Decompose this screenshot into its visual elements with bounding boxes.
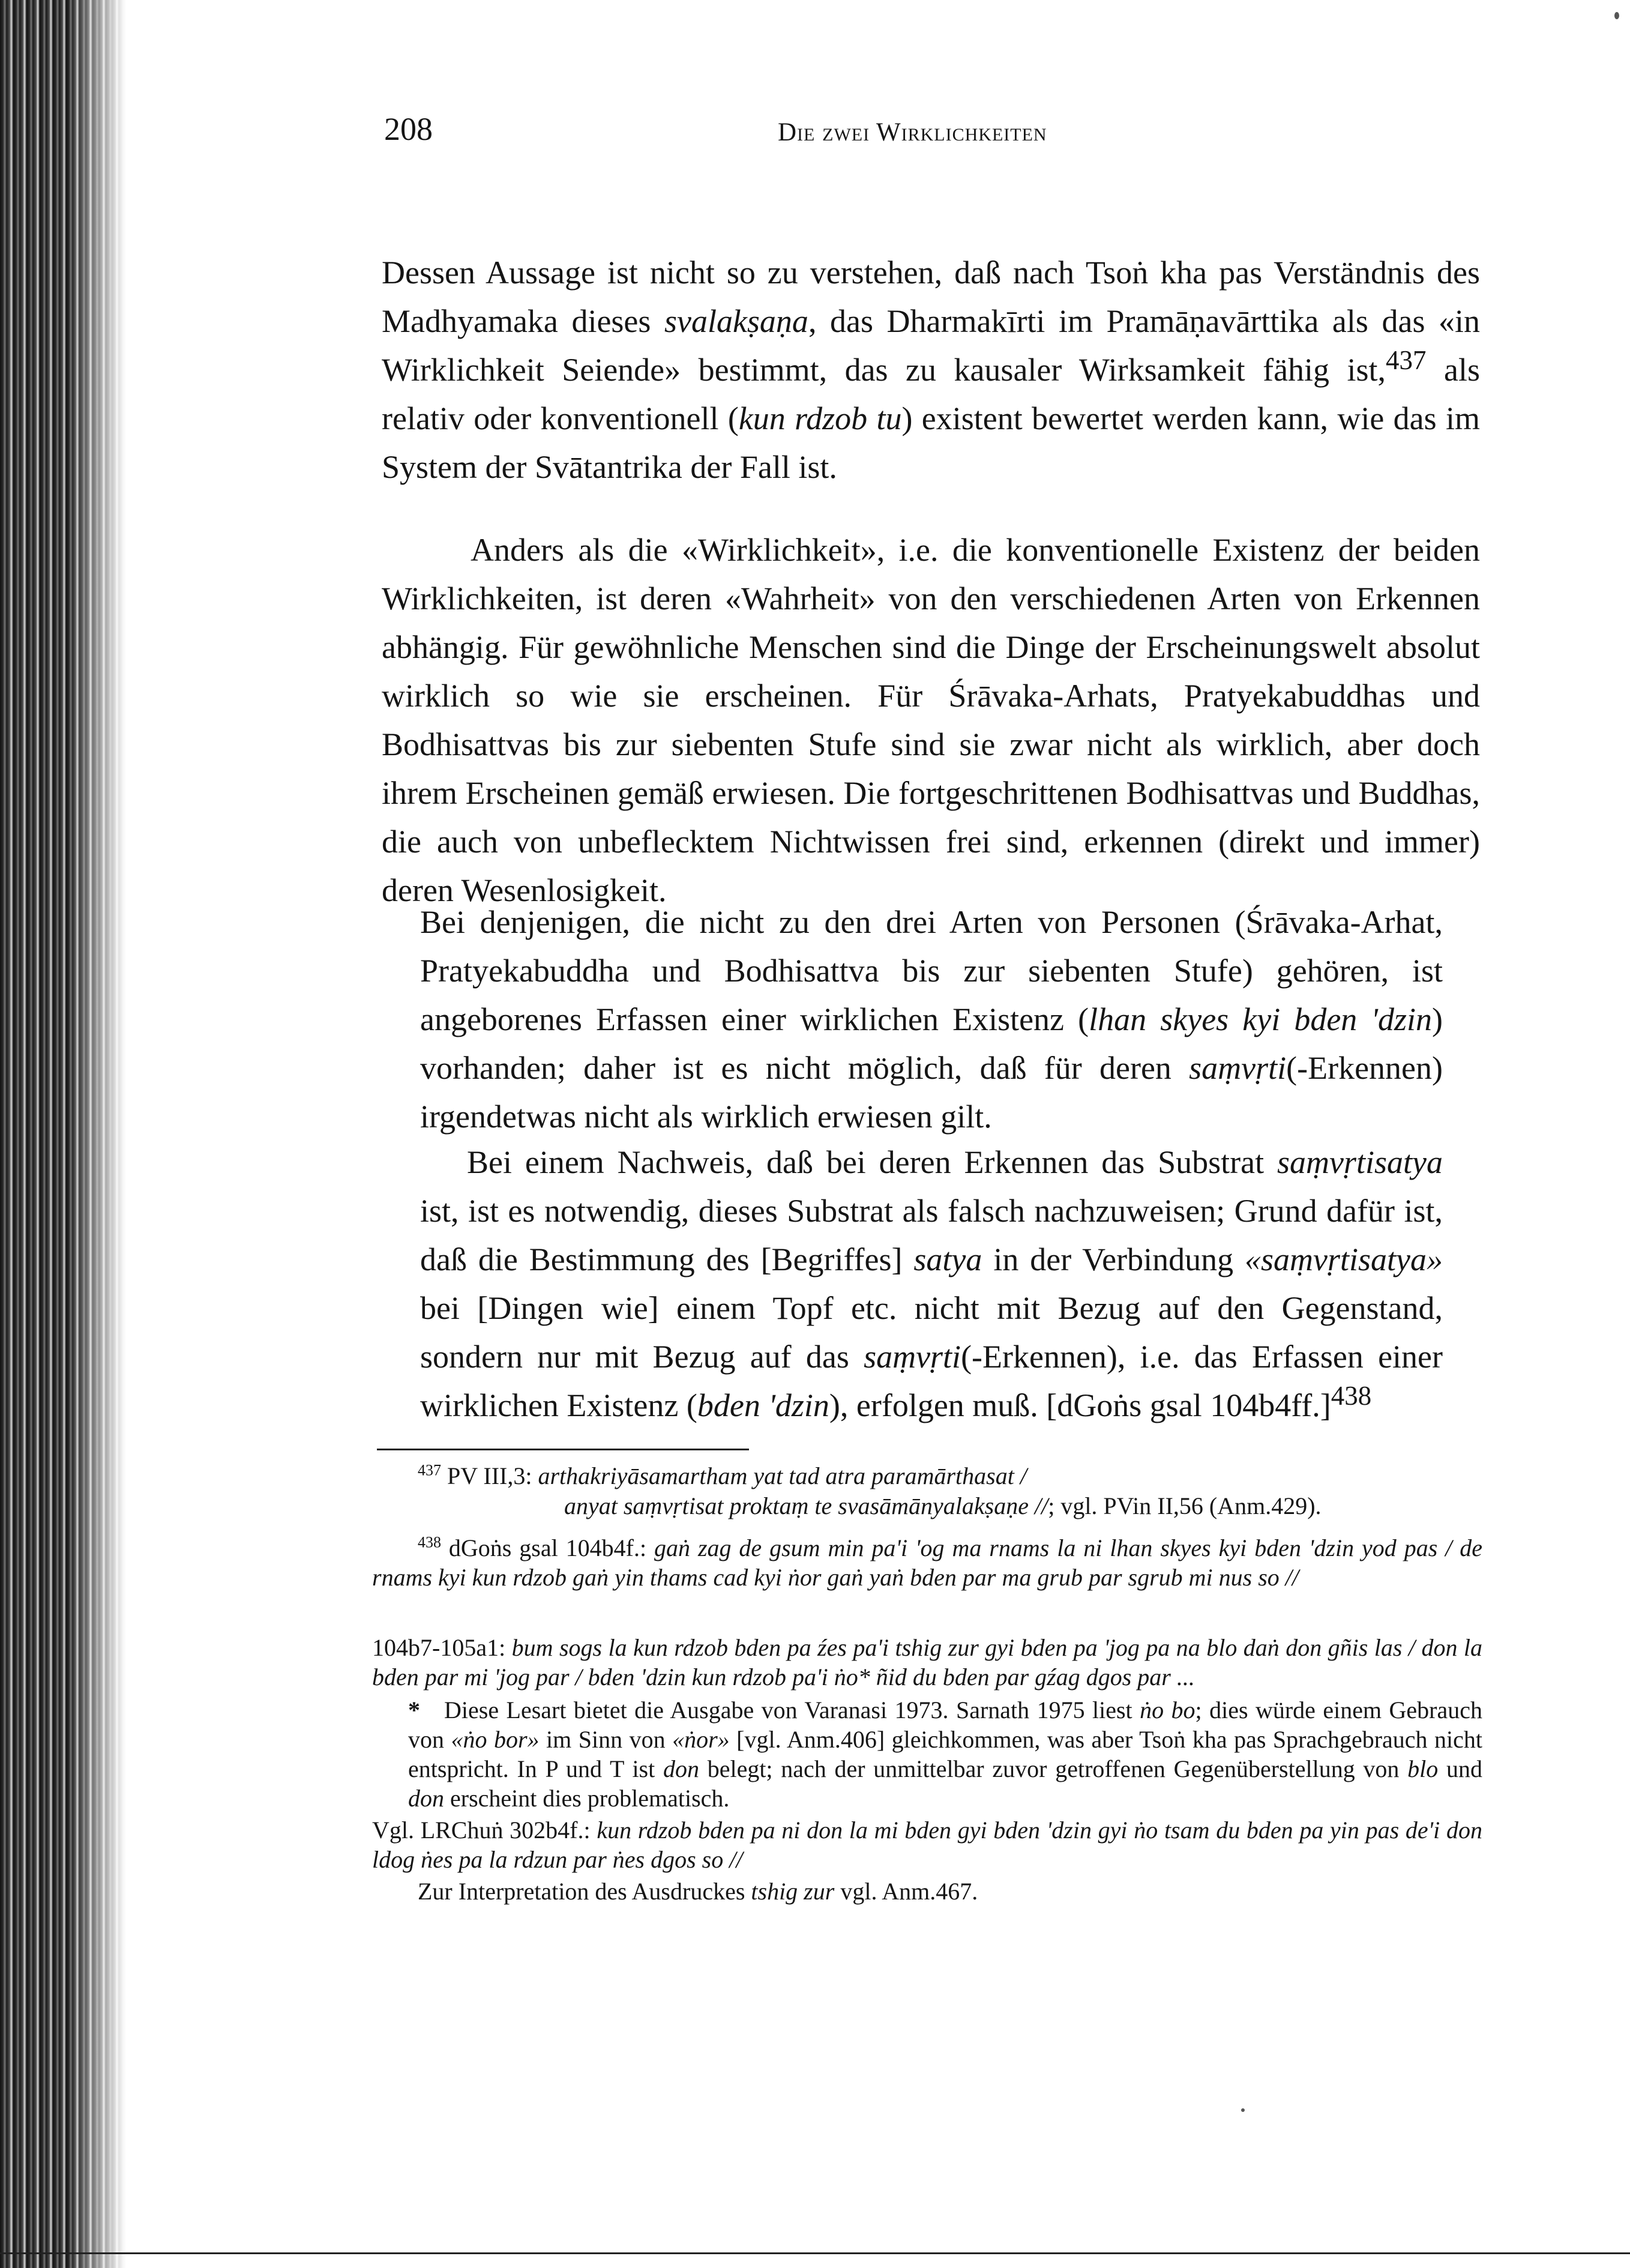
- text-run: als relativ oder konventionell (: [382, 352, 1480, 436]
- tibetan-quote: bum sogs la kun rdzob bden pa źes pa'i tshig zur gyi bden pa 'jog pa na blo daṅ don gñis las / don la bden par mi 'jog par / bden 'dzin kun rdzob pa'i ṅo* ñid du bden par gźag dgos par ...: [372, 1634, 1483, 1690]
- text-run: PV III,3:: [441, 1462, 538, 1489]
- term: «ṅo bor»: [451, 1726, 540, 1753]
- term: ṅo bo: [1140, 1696, 1195, 1724]
- text-run: ) existent bewertet werden kann, wie das im System der Svātantrika der Fall ist.: [382, 400, 1480, 485]
- text-run: 104b7-105a1:: [372, 1634, 512, 1661]
- verse-line: arthakriyāsamartham yat tad atra paramārthasat /: [538, 1462, 1027, 1489]
- text-run: Vgl. LRChuṅ 302b4f.:: [372, 1817, 597, 1844]
- footnote-separator: [377, 1449, 749, 1450]
- text-run: im Sinn von: [539, 1726, 673, 1753]
- text-run: bei [Dingen wie] einem Topf etc. nicht mit Bezug auf den Gegenstand, sondern nur mit Bezug auf das: [420, 1290, 1443, 1375]
- footnote-ref-437[interactable]: 437: [1386, 345, 1427, 375]
- text-run: Zur Interpretation des Ausdruckes: [418, 1878, 751, 1905]
- text-run: Bei denjenigen, die nicht zu den drei Arten von Personen (Śrāvaka-Arhat, Pratyekabuddha und Bodhisattva bis zur siebenten Stufe) gehören, ist angeborenes Erfassen einer wirklichen Existenz (: [420, 904, 1443, 1037]
- text-run: Dessen Aussage ist nicht so zu verstehen, daß nach Tsoṅ kha pas Verständnis des Madhyamaka dieses: [382, 255, 1480, 339]
- text-run: in der Verbindung: [982, 1241, 1245, 1277]
- text-run: und: [1438, 1755, 1483, 1782]
- footnote-438: [372, 1533, 1482, 1592]
- quote-paragraph-2: [420, 1138, 1443, 1430]
- footnote-number: 437: [418, 1461, 441, 1479]
- text-run: ; vgl. PVin II,56 (Anm.429).: [1048, 1492, 1322, 1519]
- footnote-ref-438[interactable]: 438: [1331, 1381, 1372, 1411]
- asterisk-mark: *: [408, 1696, 420, 1724]
- term: «saṃvṛtisatya»: [1245, 1241, 1443, 1277]
- text-run: belegt; nach der unmittelbar zuvor getroffenen Gegenüberstellung von: [699, 1755, 1408, 1782]
- footnote-438-star-note: [408, 1695, 1482, 1813]
- text-run: Diese Lesart bietet die Ausgabe von Varanasi 1973. Sarnath 1975 liest: [444, 1696, 1140, 1724]
- term: saṃvṛtisatya: [1277, 1144, 1443, 1180]
- text-run: dGoṅs gsal 104b4f.:: [441, 1534, 655, 1561]
- text-run: ) vorhanden; daher ist es nicht möglich, daß für deren: [420, 1001, 1443, 1086]
- scan-speck: [1614, 12, 1619, 19]
- text-run: erscheint dies problematisch.: [444, 1785, 730, 1812]
- text-run: (-Erkennen), i.e. das Erfassen einer wirklichen Existenz (: [420, 1339, 1443, 1423]
- page-number: 208: [384, 111, 433, 147]
- scan-binding-shadow: [0, 0, 126, 2268]
- footnote-437: [372, 1461, 1482, 1491]
- text-run: vgl. Anm.467.: [834, 1878, 978, 1905]
- term: «ṅor»: [672, 1726, 730, 1753]
- footnote-437-cont: [564, 1491, 1476, 1521]
- term: satya: [913, 1241, 982, 1277]
- term-samvrti: saṃvṛti: [1189, 1050, 1287, 1086]
- text-run: ist, ist es notwendig, dieses Substrat als falsch nachzuweisen; Grund dafür ist, daß die Bestimmung des [Begriffes]: [420, 1193, 1443, 1277]
- text-run: ), erfolgen muß. [dGoṅs gsal 104b4ff.]: [829, 1387, 1331, 1423]
- paragraph-1: [382, 249, 1480, 492]
- footnote-438-part2: [372, 1633, 1482, 1692]
- text-run: , das Dharmakīrti im Pramāṇavārttika als das «in Wirklichkeit Seiende» bestimmt, das zu kausaler Wirksamkeit fähig ist,: [382, 303, 1481, 388]
- term: saṃvṛti: [864, 1339, 961, 1375]
- term-lhan-skyes: lhan skyes kyi bden 'dzin: [1089, 1001, 1432, 1037]
- tibetan-quote: gaṅ zag de gsum min pa'i 'og ma rnams la ni lhan skyes kyi bden 'dzin yod pas / de rnams kyi kun rdzob gaṅ yin thams cad kyi ṅor gaṅ yaṅ bden par ma grub par sgrub mi nus so //: [372, 1534, 1482, 1591]
- term: tshig zur: [751, 1878, 835, 1905]
- term: don: [663, 1755, 699, 1782]
- paragraph-2: Anders als die «Wirklichkeit», i.e. die konventionelle Existenz der beiden Wirklichkeiten, ist deren «Wahrheit» von den verschiedenen Arten von Erkennen abhängig. Für gewöhnliche Menschen sind die Dinge der Erscheinungswelt absolut wirklich so wie sie erscheinen. Für Śrāvaka-Arhats, Pratyekabuddhas und Bodhisattvas bis zur siebenten Stufe sind sie zwar nicht als wirklich, aber doch ihrem Erscheinen gemäß erwiesen. Die fortgeschrittenen Bodhisattvas und Buddhas, die auch von unbeflecktem Nichtwissen frei sind, erkennen (direkt und immer) deren Wesenlosigkeit.: [382, 532, 1480, 908]
- verse-line: anyat saṃvṛtisat proktaṃ te svasāmānyalakṣaṇe //: [564, 1492, 1048, 1519]
- text-run: (-Erkennen) irgendetwas nicht als wirklich erwiesen gilt.: [420, 1050, 1443, 1135]
- term: blo: [1407, 1755, 1439, 1782]
- text-run: Bei einem Nachweis, daß bei deren Erkennen das Substrat: [467, 1144, 1277, 1180]
- term: don: [408, 1785, 444, 1812]
- footnote-438-zur: [372, 1877, 1482, 1906]
- term-kun-rdzob-tu: kun rdzob tu: [738, 400, 902, 436]
- scan-bottom-edge: [0, 2252, 1630, 2254]
- text-run: ; dies würde einem Gebrauch von: [408, 1696, 1482, 1753]
- term: bden 'dzin: [697, 1387, 829, 1423]
- running-title: Die zwei Wirklichkeiten: [778, 118, 1047, 146]
- quote-paragraph-1: [420, 898, 1443, 1141]
- scan-speck: [1241, 2108, 1245, 2112]
- tibetan-quote: kun rdzob bden pa ni don la mi bden gyi bden 'dzin gyi ṅo tsam du bden pa yin pas de'i don ldog ṅes pa la rdzun par ṅes dgos so //: [372, 1817, 1482, 1873]
- footnote-438-vgl: [372, 1815, 1482, 1874]
- text-run: [vgl. Anm.406] gleichkommen, was aber Tsoṅ kha pas Sprachgebrauch nicht entspricht. In P und T ist: [408, 1726, 1482, 1782]
- footnote-number: 438: [418, 1533, 441, 1551]
- term-svalaksana: svalakṣaṇa: [664, 303, 808, 339]
